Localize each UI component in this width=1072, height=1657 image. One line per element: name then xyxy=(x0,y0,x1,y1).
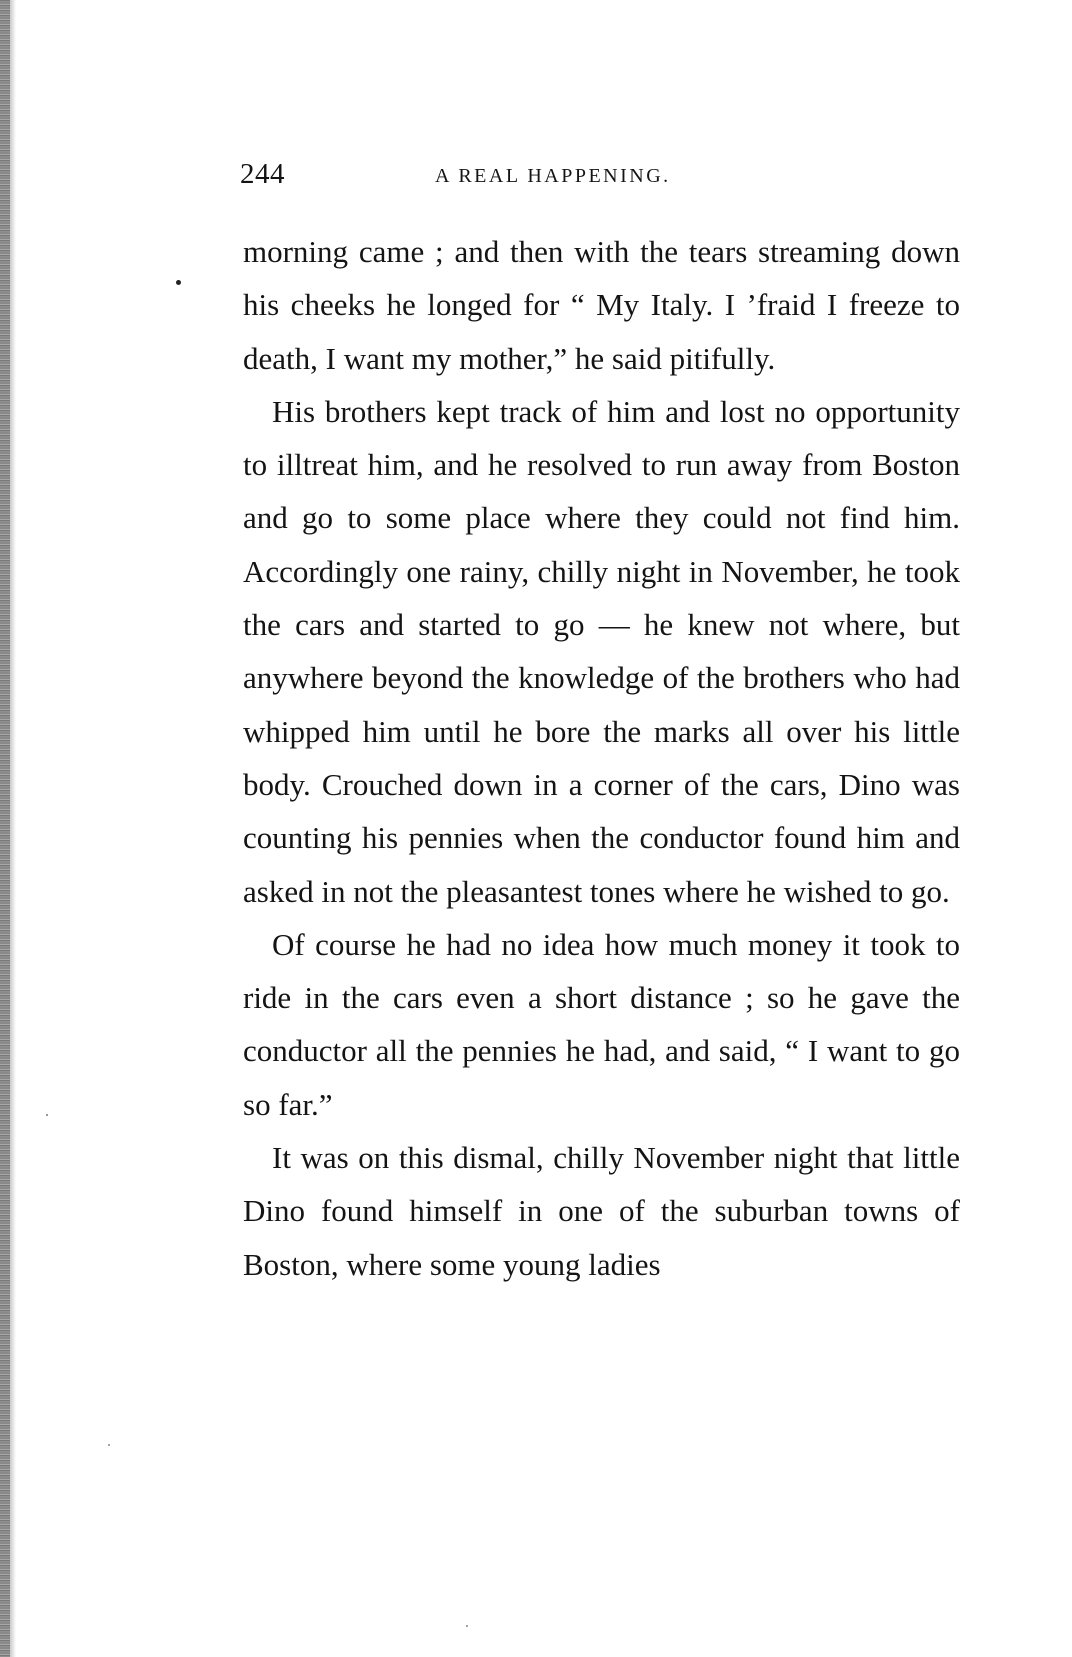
page-binding-edge xyxy=(0,0,10,1657)
paragraph-3: Of course he had no idea how much money it took to ride in the cars even a short distance ; so he gave the conductor all the pennies he had, and said, “ I want to go so far.” xyxy=(243,926,960,1122)
running-head: A REAL HAPPENING. xyxy=(435,165,671,187)
page-header xyxy=(240,158,960,198)
binding-shadow xyxy=(10,0,16,1657)
ink-speck xyxy=(466,1625,468,1627)
body-text xyxy=(243,225,960,1291)
ink-speck xyxy=(108,1444,110,1446)
ink-speck xyxy=(46,1114,48,1116)
paragraph-2: His brothers kept track of him and lost no opportunity to illtreat him, and he resolved to run away from Boston and go to some place where they could not find him. Accordingly one rainy, chilly night in November, he took the cars and started to go — he knew not where, but anywhere beyond the knowledge of the brothers who had whipped him until he bore the marks all over his little body. Crouched down in a corner of the cars, Dino was counting his pennies when the conductor found him and asked in not the pleasantest tones where he wished to go. xyxy=(243,393,960,909)
ink-speck xyxy=(176,280,181,285)
page-number: 244 xyxy=(240,158,285,190)
paragraph-1: morning came ; and then with the tears streaming down his cheeks he longed for “ My Italy. I ’fraid I freeze to death, I want my mother,” he said pitifully. xyxy=(243,234,960,376)
paragraph-4: It was on this dismal, chilly November night that little Dino found himself in one of the suburban towns of Boston, where some young ladies xyxy=(243,1140,960,1282)
